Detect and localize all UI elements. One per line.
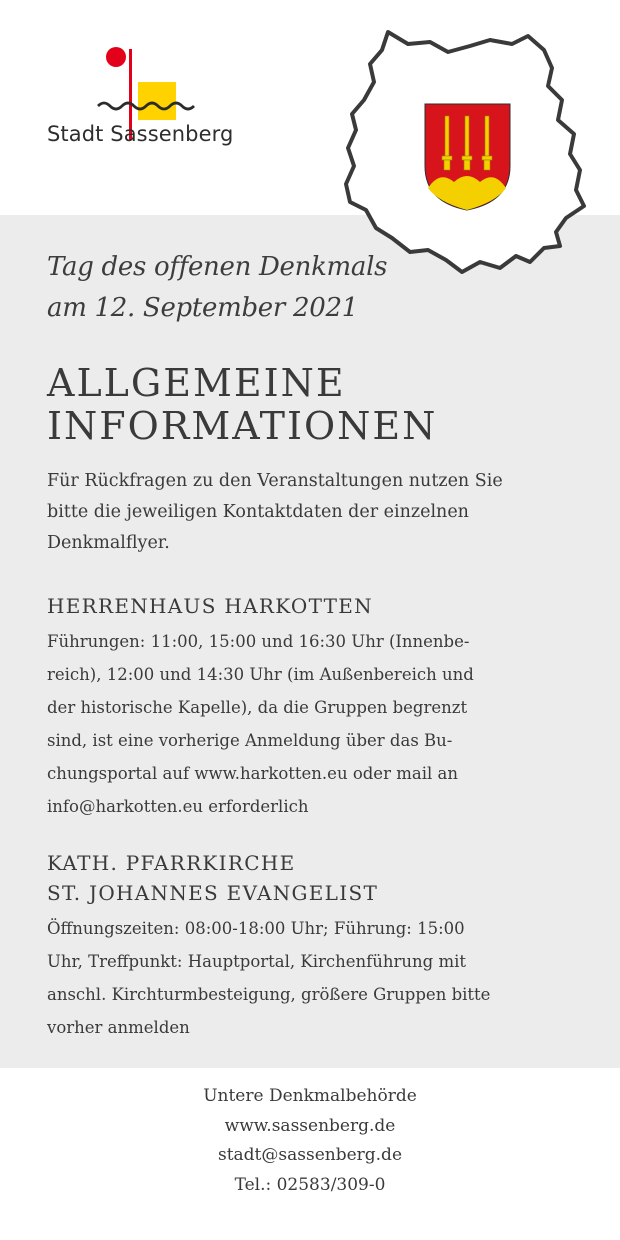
section-title-line: KATH. PFARRKIRCHE	[47, 851, 296, 875]
page-title	[47, 362, 437, 448]
municipality-map	[330, 20, 595, 285]
section-body-line: sind, ist eine vorherige Anmeldung über das Bu-	[47, 731, 453, 750]
section-title-pfarrkirche	[47, 848, 378, 908]
page-title-line: INFORMATIONEN	[47, 404, 438, 448]
footer-email-link[interactable]: stadt@sassenberg.de	[217, 1145, 403, 1165]
section-body-line: reich), 12:00 und 14:30 Uhr (im Außenbereich und	[47, 665, 474, 684]
intro-line: bitte die jeweiligen Kontaktdaten der einzelnen	[47, 502, 469, 522]
section-body-harkotten	[47, 625, 474, 823]
section-title-harkotten	[47, 591, 373, 621]
footer-authority: Untere Denkmalbehörde	[203, 1086, 417, 1106]
page-title-line: ALLGEMEINE	[47, 361, 346, 405]
footer-website-link[interactable]: www.sassenberg.de	[224, 1115, 396, 1136]
contact-footer	[0, 1082, 620, 1200]
section-title-line: ST. JOHANNES EVANGELIST	[47, 881, 379, 905]
section-body-line: vorher anmelden	[47, 1018, 190, 1037]
section-body-line: der historische Kapelle), da die Gruppen begrenzt	[47, 698, 468, 717]
intro-line: Für Rückfragen zu den Veranstaltungen nutzen Sie	[47, 471, 503, 491]
event-name: Tag des offenen Denkmals	[47, 252, 388, 282]
coat-of-arms-icon	[425, 104, 510, 210]
logo-yellow-square	[138, 82, 176, 120]
footer-phone: Tel.: 02583/309-0	[234, 1174, 386, 1195]
section-body-pfarrkirche	[47, 912, 490, 1044]
logo-text: Stadt Sassenberg	[47, 122, 234, 146]
section-body-line: chungsportal auf www.harkotten.eu oder mail an	[47, 764, 458, 783]
intro-line: Denkmalflyer.	[47, 533, 170, 553]
section-body-line: Führungen: 11:00, 15:00 und 16:30 Uhr (Innenbe-	[47, 632, 470, 651]
event-date: am 12. September 2021	[47, 293, 358, 323]
section-body-line: Uhr, Treffpunkt: Hauptportal, Kirchenführung mit	[47, 952, 467, 971]
logo-red-dot-icon	[106, 47, 126, 67]
section-body-line: info@harkotten.eu erforderlich	[47, 797, 309, 816]
section-body-line: Öffnungszeiten: 08:00-18:00 Uhr; Führung: 15:00	[47, 919, 465, 938]
intro-text	[47, 466, 503, 559]
section-title-line: HERRENHAUS HARKOTTEN	[47, 594, 373, 618]
section-body-line: anschl. Kirchturmbesteigung, größere Gruppen bitte	[47, 985, 491, 1004]
